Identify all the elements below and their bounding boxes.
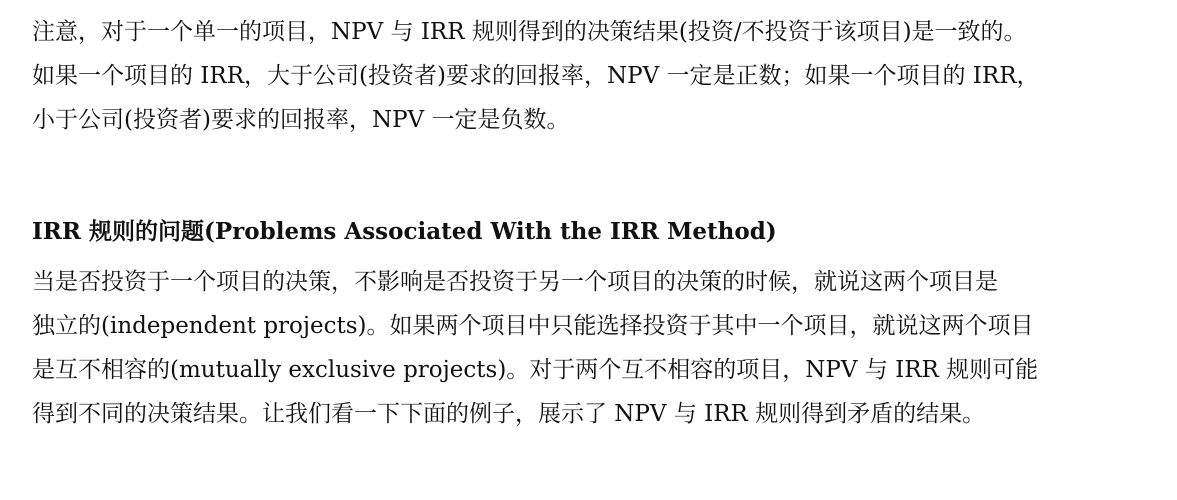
paragraph-line: 得到不同的决策结果。让我们看一下下面的例子，展示了 NPV 与 IRR 规则得到矛盾的结果。 [32, 401, 986, 427]
paragraph-line: 小于公司(投资者)要求的回报率，NPV 一定是负数。 [32, 107, 570, 133]
paragraph-line: 当是否投资于一个项目的决策，不影响是否投资于另一个项目的决策的时候，就说这两个项目是 [32, 269, 998, 295]
paragraph-npv-irr-consistency [32, 10, 1040, 142]
paragraph-line: 注意，对于一个单一的项目，NPV 与 IRR 规则得到的决策结果(投资/不投资于该项目)是一致的。 [32, 19, 1027, 45]
paragraph-line: 独立的(independent projects)。如果两个项目中只能选择投资于其中一个项目，就说这两个项目 [32, 313, 1034, 339]
paragraph-line: 是互不相容的(mutually exclusive projects)。对于两个互不相容的项目，NPV 与 IRR 规则可能 [32, 357, 1039, 383]
section-heading: IRR 规则的问题(Problems Associated With the IRR Method) [32, 218, 777, 245]
paragraph-mutually-exclusive-projects [32, 260, 1038, 436]
paragraph-line: 如果一个项目的 IRR，大于公司(投资者)要求的回报率，NPV 一定是正数；如果一个项目的 IRR， [32, 63, 1040, 89]
